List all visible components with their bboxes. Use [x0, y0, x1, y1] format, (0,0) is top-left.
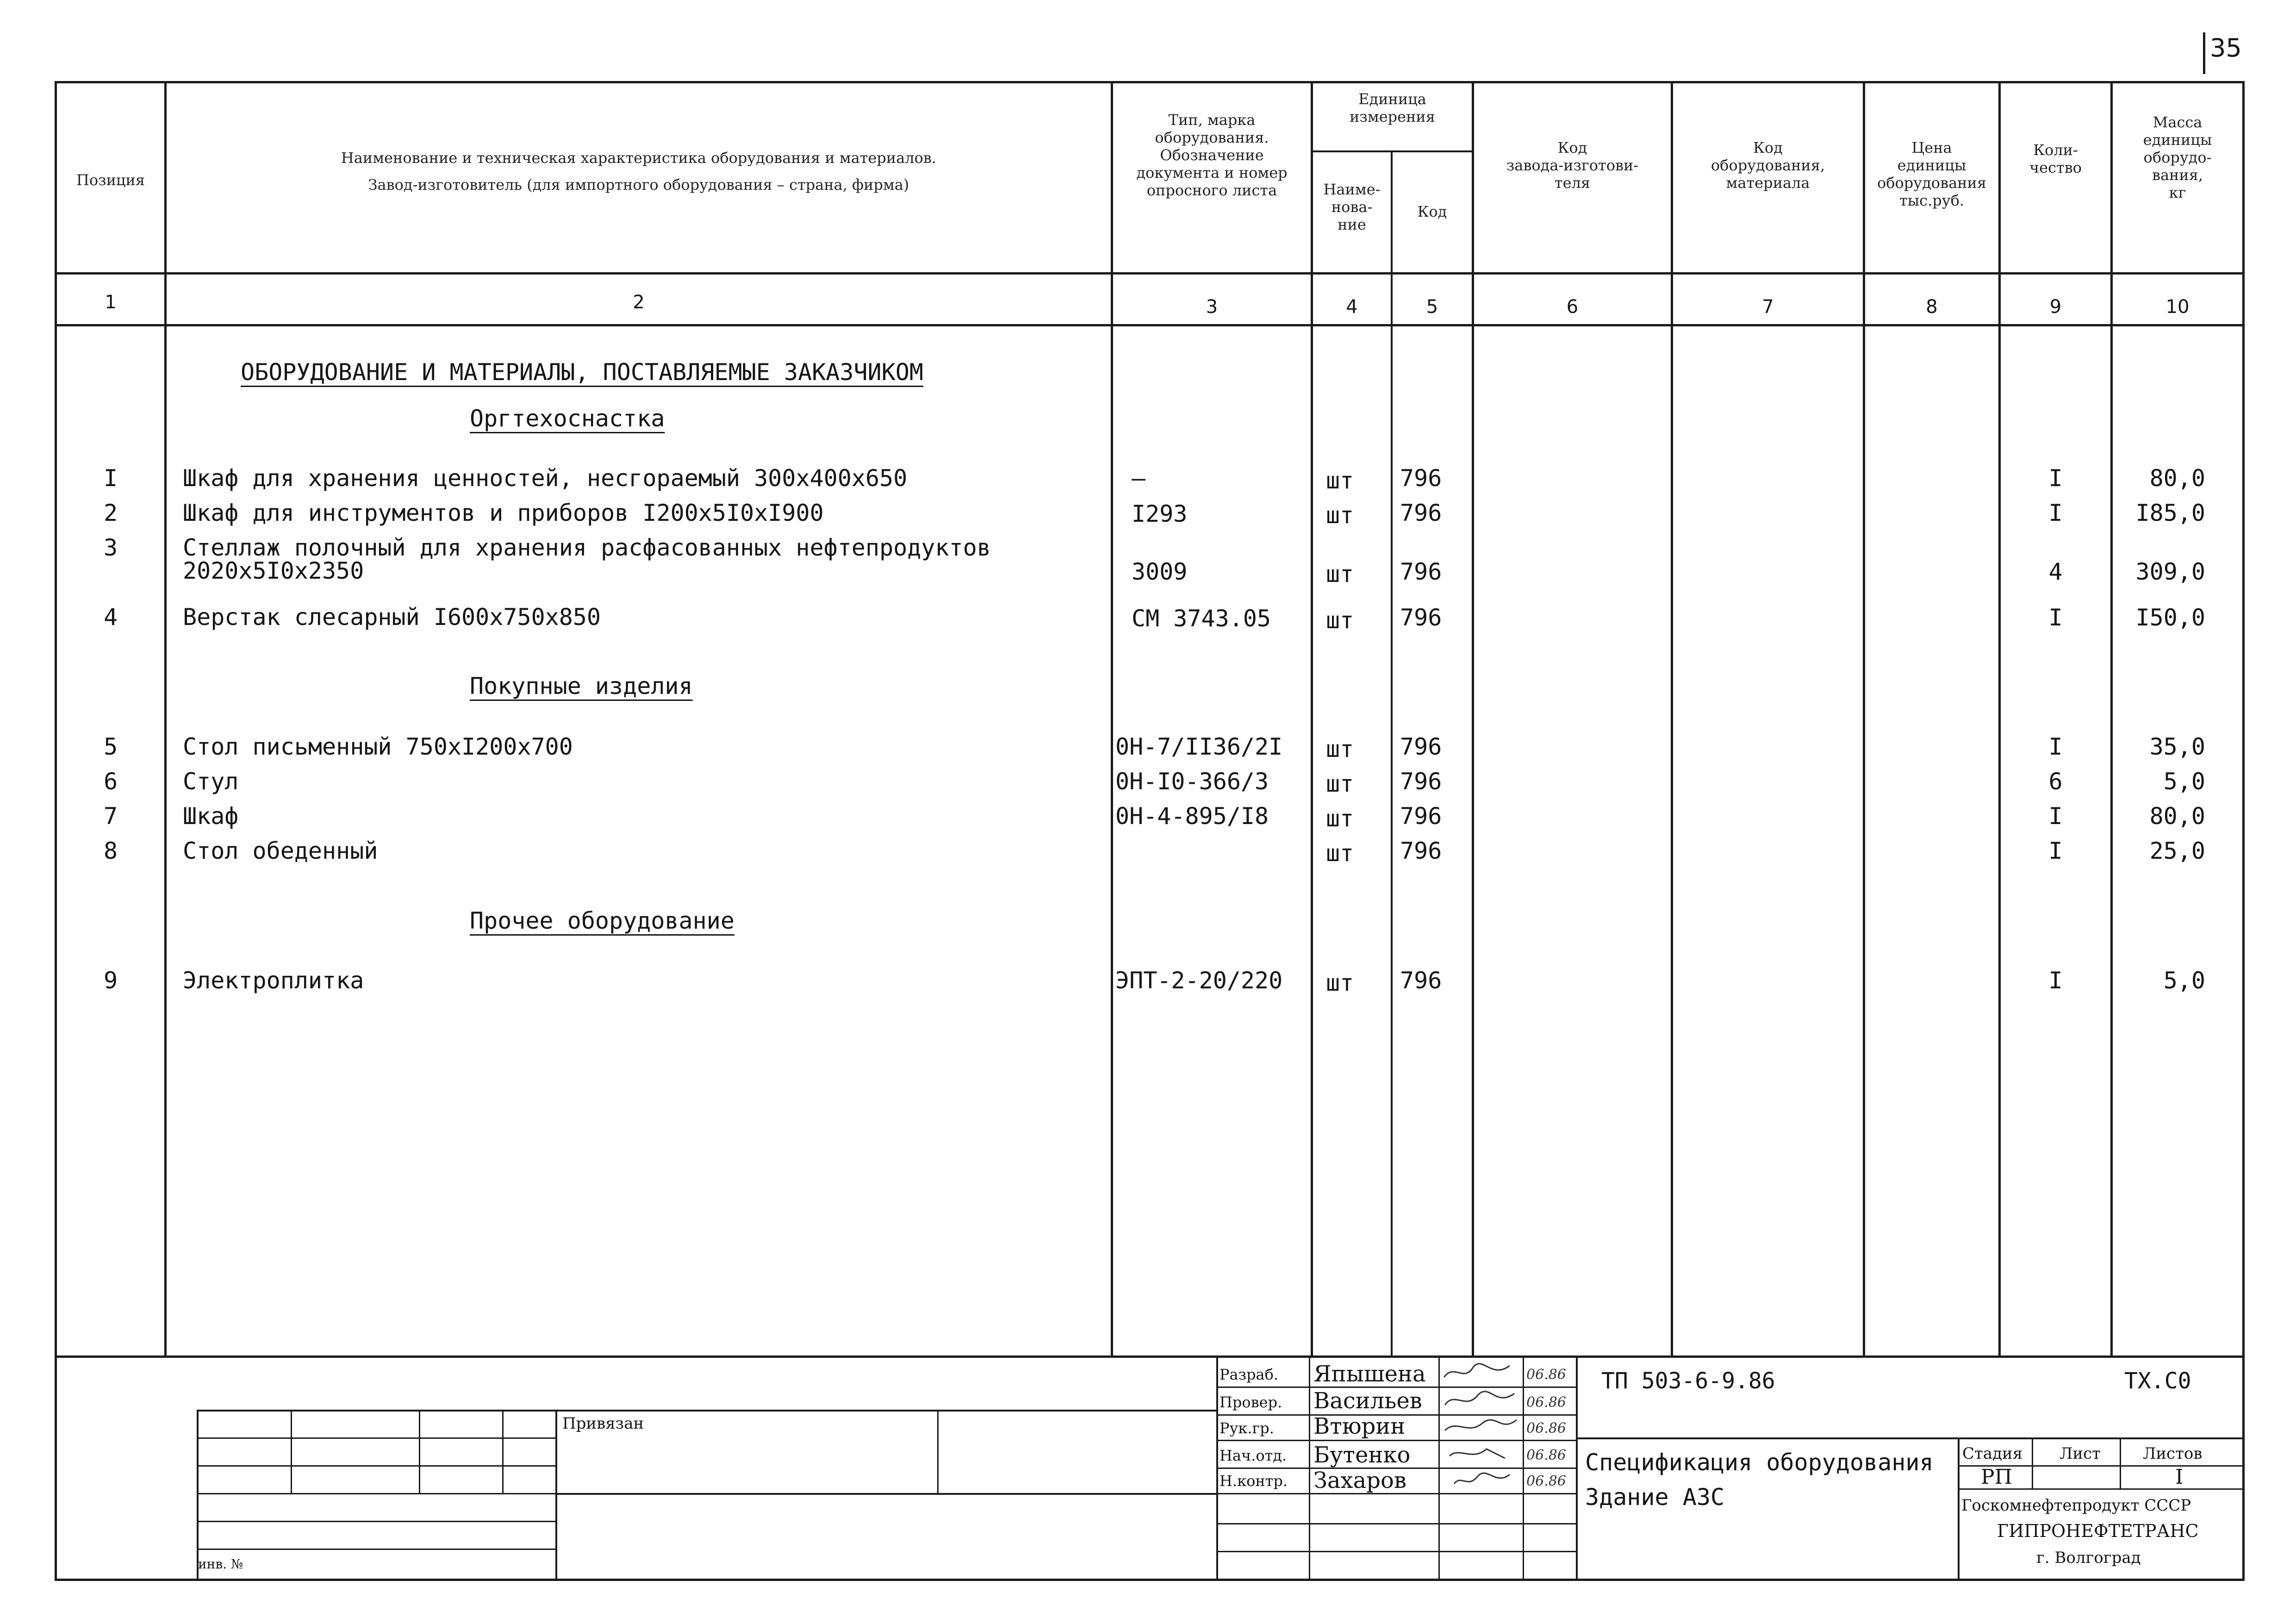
- row-qty: I: [2048, 837, 2063, 864]
- row-mass: 35,0: [2149, 733, 2205, 760]
- col-num-4: 4: [1346, 296, 1358, 318]
- row-position: 6: [103, 768, 118, 795]
- header-type: [1113, 111, 1311, 199]
- header-type-l1: Тип, марка: [1168, 111, 1256, 129]
- section-orgtech-heading: Оргтехоснастка: [470, 405, 665, 432]
- col-num-6: 6: [1566, 296, 1579, 318]
- date-developer: 06.86: [1526, 1367, 1566, 1383]
- role-group-lead: Рук.гр.: [1220, 1419, 1274, 1437]
- row-name: Стол обеденный: [183, 837, 378, 864]
- col-num-2: 2: [633, 292, 645, 313]
- header-mfr-l2: завода-изготови-: [1506, 156, 1639, 174]
- role-norm-control: Н.контр.: [1220, 1472, 1288, 1490]
- row-name: Стол письменный 750хI200х700: [183, 733, 573, 760]
- row-name: Стул: [183, 768, 239, 795]
- document-code: ТП 503-6-9.86: [1601, 1368, 1775, 1394]
- header-unit-l1: Единица: [1358, 90, 1426, 108]
- header-unit-name-l1: Наиме-: [1323, 181, 1381, 198]
- row-qty: I: [2048, 604, 2063, 631]
- row-code: 796: [1400, 733, 1442, 760]
- header-mfr-l3: теля: [1554, 174, 1591, 192]
- row-position: 3: [103, 534, 118, 561]
- row-position: 9: [103, 967, 118, 994]
- header-name-line2: Завод-изготовитель (для импортного оборудования – страна, фирма): [368, 176, 909, 194]
- sheets-value: I: [2175, 1465, 2184, 1489]
- col-num-9: 9: [2049, 296, 2062, 318]
- row-unit: шт: [1326, 840, 1354, 867]
- row-qty: I: [2048, 967, 2063, 994]
- row-code: 796: [1400, 465, 1442, 492]
- document-suffix: ТХ.С0: [2124, 1368, 2191, 1394]
- header-quantity: [2001, 141, 2110, 176]
- role-developer: Разраб.: [1220, 1366, 1279, 1383]
- row-unit: шт: [1326, 467, 1354, 494]
- organization-city: г. Волгоград: [2036, 1549, 2141, 1567]
- row-position: I: [103, 465, 118, 492]
- date-checker: 06.86: [1526, 1394, 1566, 1411]
- row-code: 796: [1400, 768, 1442, 795]
- header-unit-name-l3: ние: [1338, 216, 1366, 233]
- name-group-lead: Втюрин: [1313, 1413, 1406, 1439]
- row-mass: 80,0: [2149, 465, 2205, 492]
- name-developer: Япышена: [1313, 1361, 1426, 1387]
- row-position: 4: [103, 604, 118, 631]
- row-unit: шт: [1326, 770, 1354, 797]
- header-type-l5: опросного листа: [1146, 181, 1277, 199]
- row-type: I293: [1132, 500, 1188, 527]
- row-unit: шт: [1326, 736, 1354, 762]
- row-code: 796: [1400, 500, 1442, 526]
- header-name-line1: Наименование и техническая характеристика оборудования и материалов.: [341, 149, 937, 167]
- row-mass: I85,0: [2135, 500, 2205, 526]
- inventory-number-label: инв. №: [198, 1556, 243, 1572]
- row-position: 2: [103, 500, 118, 526]
- document-title-line1: Спецификация оборудования: [1585, 1449, 1934, 1476]
- page-number: 35: [2210, 33, 2242, 62]
- header-mass: [2113, 113, 2242, 201]
- row-name: Стеллаж полочный для хранения расфасованных нефтепродуктов: [183, 534, 991, 561]
- header-manufacturer-code: [1474, 139, 1671, 192]
- row-position: 5: [103, 733, 118, 760]
- row-qty: I: [2048, 803, 2063, 830]
- row-name: Электроплитка: [183, 967, 364, 994]
- row-unit: шт: [1326, 502, 1354, 529]
- row-mass: 80,0: [2149, 803, 2205, 830]
- row-type: 0Н-7/II36/2I: [1115, 733, 1283, 760]
- header-qty-l1: Коли-: [2033, 141, 2078, 159]
- header-price: [1865, 139, 1998, 209]
- row-mass: 5,0: [2163, 967, 2205, 994]
- header-type-l2: оборудования.: [1155, 129, 1269, 146]
- header-mass-l3: оборудо-: [2143, 149, 2212, 166]
- row-position: 7: [103, 803, 118, 830]
- row-unit: шт: [1326, 607, 1354, 634]
- row-name: Верстак слесарный I600х750х850: [183, 604, 601, 631]
- sheet-label: Лист: [2060, 1444, 2101, 1463]
- date-norm-control: 06.86: [1526, 1473, 1566, 1489]
- name-dept-head: Бутенко: [1313, 1442, 1411, 1468]
- header-price-l3: оборудования: [1877, 174, 1986, 192]
- header-unit-l2: измерения: [1350, 108, 1435, 125]
- organization-institute: ГИПРОНЕФТЕТРАНС: [1997, 1521, 2199, 1541]
- section-other-heading: Прочее оборудование: [470, 907, 734, 934]
- header-mass-l4: вания,: [2152, 166, 2203, 184]
- row-type: СМ 3743.05: [1132, 605, 1271, 632]
- row-unit: шт: [1326, 561, 1354, 587]
- row-unit: шт: [1326, 805, 1354, 832]
- header-type-l3: Обозначение: [1160, 146, 1264, 164]
- section-main-heading: ОБОРУДОВАНИЕ И МАТЕРИАЛЫ, ПОСТАВЛЯЕМЫЕ ЗАКАЗЧИКОМ: [241, 359, 924, 386]
- header-mat-l1: Код: [1753, 139, 1783, 156]
- row-code: 796: [1400, 803, 1442, 830]
- header-price-l4: тыс.руб.: [1899, 192, 1964, 209]
- header-mass-l5: кг: [2169, 184, 2186, 201]
- row-position: 8: [103, 837, 118, 864]
- row-qty: 6: [2048, 768, 2063, 795]
- header-qty-l2: чество: [2029, 159, 2082, 176]
- header-mass-l2: единицы: [2143, 131, 2212, 149]
- col-num-3: 3: [1206, 296, 1218, 318]
- col-num-7: 7: [1762, 296, 1774, 318]
- row-name: Шкаф для хранения ценностей, несгораемый 300х400х650: [183, 465, 908, 492]
- col-num-1: 1: [105, 292, 117, 313]
- row-mass: I50,0: [2135, 604, 2205, 631]
- row-mass: 5,0: [2163, 768, 2205, 795]
- privyazan-label: Привязан: [562, 1414, 644, 1433]
- col-num-5: 5: [1426, 296, 1438, 318]
- col-num-10: 10: [2165, 296, 2190, 318]
- row-code: 796: [1400, 558, 1442, 585]
- col-num-8: 8: [1926, 296, 1938, 318]
- header-unit-name-l2: нова-: [1331, 198, 1373, 216]
- header-mat-l2: оборудования,: [1711, 156, 1825, 174]
- document-title-line2: Здание АЗС: [1585, 1484, 1725, 1511]
- header-unit-group: [1313, 90, 1472, 125]
- stage-value: РП: [1981, 1465, 2012, 1489]
- row-qty: I: [2048, 500, 2063, 526]
- header-mass-l1: Масса: [2153, 113, 2203, 131]
- organization-ministry: Госкомнефтепродукт СССР: [1961, 1496, 2191, 1515]
- row-name: Шкаф для инструментов и приборов I200х5I0хI900: [183, 500, 824, 526]
- role-checker: Провер.: [1220, 1393, 1282, 1411]
- row-name-continued: 2020х5I0х2350: [183, 557, 364, 584]
- row-code: 796: [1400, 967, 1442, 994]
- stage-label: Стадия: [1962, 1444, 2023, 1463]
- header-material-code: [1673, 139, 1863, 192]
- name-norm-control: Захаров: [1313, 1468, 1406, 1493]
- row-name: Шкаф: [183, 803, 239, 830]
- row-qty: I: [2048, 733, 2063, 760]
- row-type: 0Н-I0-366/3: [1115, 768, 1269, 795]
- row-unit: шт: [1326, 969, 1354, 996]
- role-dept-head: Нач.отд.: [1220, 1447, 1287, 1464]
- header-price-l1: Цена: [1911, 139, 1952, 156]
- header-price-l2: единицы: [1897, 156, 1966, 174]
- row-mass: 25,0: [2149, 837, 2205, 864]
- row-type: ЭПТ-2-20/220: [1115, 967, 1283, 994]
- sheets-label: Листов: [2143, 1444, 2203, 1463]
- date-group-lead: 06.86: [1526, 1420, 1566, 1437]
- header-unit-code: Код: [1417, 203, 1447, 220]
- header-position: Позиция: [76, 171, 145, 189]
- row-mass: 309,0: [2135, 558, 2205, 585]
- row-type: 0Н-4-895/I8: [1115, 803, 1269, 830]
- signature-marks: [1440, 1359, 1522, 1493]
- header-mat-l3: материала: [1726, 174, 1810, 192]
- row-type: 3009: [1132, 558, 1188, 585]
- name-checker: Васильев: [1313, 1388, 1422, 1414]
- header-mfr-l1: Код: [1557, 139, 1587, 156]
- row-code: 796: [1400, 837, 1442, 864]
- header-unit-name: [1313, 181, 1391, 233]
- section-purchased-heading: Покупные изделия: [470, 673, 693, 700]
- header-type-l4: документа и номер: [1136, 164, 1288, 181]
- row-qty: 4: [2048, 558, 2063, 585]
- row-code: 796: [1400, 604, 1442, 631]
- date-dept-head: 06.86: [1526, 1447, 1566, 1463]
- row-qty: I: [2048, 465, 2063, 492]
- row-type: –: [1132, 465, 1146, 492]
